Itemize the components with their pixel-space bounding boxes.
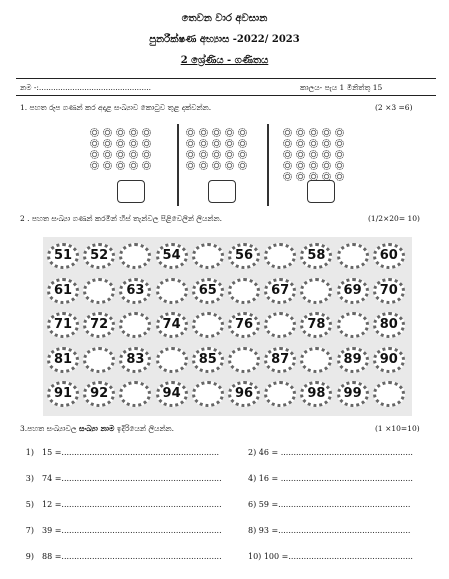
flower-icon bbox=[142, 161, 151, 170]
flower-icon bbox=[225, 150, 234, 159]
dot-group-3 bbox=[283, 128, 383, 181]
answer-line-right[interactable]: 4) 16 = .................................................... bbox=[248, 474, 413, 483]
answer-line-left[interactable]: 5) 12 =............................................................... bbox=[25, 500, 222, 509]
number-cell: 96 bbox=[228, 381, 260, 407]
number-cell: 92 bbox=[83, 381, 115, 407]
flower-icon bbox=[283, 128, 292, 137]
number-chart bbox=[43, 237, 412, 416]
flower-icon bbox=[103, 150, 112, 159]
flower-icon bbox=[116, 128, 125, 137]
flower-icon bbox=[90, 150, 99, 159]
answer-box-2[interactable] bbox=[208, 180, 236, 203]
number-cell: 60 bbox=[373, 243, 405, 269]
number-cell: 81 bbox=[47, 347, 79, 373]
number-cell: 74 bbox=[156, 312, 188, 338]
number-row bbox=[47, 347, 408, 375]
number-cell: 65 bbox=[192, 278, 224, 304]
flower-icon bbox=[335, 161, 344, 170]
name-field[interactable]: නම -:............................................... bbox=[20, 83, 151, 92]
flower-icon bbox=[322, 150, 331, 159]
blank-cell[interactable] bbox=[228, 278, 260, 304]
flower-icon bbox=[283, 150, 292, 159]
blank-cell[interactable] bbox=[264, 243, 296, 269]
blank-cell[interactable] bbox=[300, 347, 332, 373]
divider-top bbox=[16, 78, 436, 79]
number-cell: 87 bbox=[264, 347, 296, 373]
blank-cell[interactable] bbox=[264, 381, 296, 407]
number-cell: 52 bbox=[83, 243, 115, 269]
flower-icon bbox=[238, 161, 247, 170]
number-cell: 89 bbox=[337, 347, 369, 373]
grade-subject: 2 ශ්‍රේණිය - ගණිතය bbox=[180, 55, 269, 66]
number-cell: 58 bbox=[300, 243, 332, 269]
flower-icon bbox=[129, 161, 138, 170]
blank-cell[interactable] bbox=[373, 381, 405, 407]
answer-line-right[interactable]: 8) 93 =.................................................... bbox=[248, 526, 411, 535]
flower-icon bbox=[238, 150, 247, 159]
flower-icon bbox=[212, 128, 221, 137]
flower-icon bbox=[296, 172, 305, 181]
dot-group-1 bbox=[90, 128, 190, 170]
flower-icon bbox=[296, 150, 305, 159]
blank-cell[interactable] bbox=[156, 278, 188, 304]
flower-icon bbox=[225, 139, 234, 148]
answer-line-right[interactable]: 2) 46 = .................................................... bbox=[248, 448, 413, 457]
answer-box-1[interactable] bbox=[117, 180, 145, 203]
blank-cell[interactable] bbox=[156, 347, 188, 373]
flower-icon bbox=[186, 150, 195, 159]
question-1-marks: (2 ×3 =6) bbox=[375, 103, 413, 112]
exam-subtitle: පුනරීක්ෂණ අභ්‍යාස -2022/ 2023 bbox=[149, 34, 300, 45]
number-cell: 61 bbox=[47, 278, 79, 304]
flower-icon bbox=[90, 139, 99, 148]
flower-icon bbox=[322, 161, 331, 170]
flower-icon bbox=[186, 139, 195, 148]
number-cell: 83 bbox=[119, 347, 151, 373]
number-cell: 99 bbox=[337, 381, 369, 407]
number-cell: 72 bbox=[83, 312, 115, 338]
blank-cell[interactable] bbox=[192, 312, 224, 338]
number-cell: 78 bbox=[300, 312, 332, 338]
number-cell: 91 bbox=[47, 381, 79, 407]
blank-cell[interactable] bbox=[119, 312, 151, 338]
flower-icon bbox=[116, 139, 125, 148]
flower-icon bbox=[103, 128, 112, 137]
flower-icon bbox=[212, 139, 221, 148]
blank-cell[interactable] bbox=[228, 347, 260, 373]
flower-icon bbox=[199, 150, 208, 159]
flower-icon bbox=[322, 128, 331, 137]
question-3-text: 3.පහත සංඛ්‍යාවල සංඛ්‍යා නාම ඉදිරියෙන් ලියන්න. bbox=[20, 424, 175, 433]
number-cell: 71 bbox=[47, 312, 79, 338]
flower-icon bbox=[322, 139, 331, 148]
blank-cell[interactable] bbox=[192, 243, 224, 269]
number-cell: 90 bbox=[373, 347, 405, 373]
flower-icon bbox=[238, 139, 247, 148]
number-row bbox=[47, 278, 408, 306]
flower-icon bbox=[90, 128, 99, 137]
flower-icon bbox=[142, 139, 151, 148]
flower-icon bbox=[142, 128, 151, 137]
flower-icon bbox=[335, 128, 344, 137]
answer-line-left[interactable]: 1) 15 =.............................................................. bbox=[25, 448, 220, 457]
flower-icon bbox=[335, 172, 344, 181]
number-cell: 98 bbox=[300, 381, 332, 407]
number-cell: 80 bbox=[373, 312, 405, 338]
flower-icon bbox=[129, 139, 138, 148]
flower-icon bbox=[199, 161, 208, 170]
flower-icon bbox=[212, 161, 221, 170]
answer-box-3[interactable] bbox=[307, 180, 335, 203]
flower-icon bbox=[283, 139, 292, 148]
number-cell: 69 bbox=[337, 278, 369, 304]
number-cell: 70 bbox=[373, 278, 405, 304]
number-cell: 67 bbox=[264, 278, 296, 304]
flower-icon bbox=[90, 161, 99, 170]
question-3-marks: (1 ×10=10) bbox=[375, 424, 420, 433]
flower-icon bbox=[335, 139, 344, 148]
flower-icon bbox=[186, 161, 195, 170]
number-cell: 85 bbox=[192, 347, 224, 373]
answer-line-left[interactable]: 3) 74 =............................................................... bbox=[25, 474, 222, 483]
number-row bbox=[47, 312, 408, 340]
blank-cell[interactable] bbox=[192, 381, 224, 407]
flower-icon bbox=[129, 128, 138, 137]
flower-icon bbox=[103, 161, 112, 170]
flower-icon bbox=[309, 128, 318, 137]
question-2-marks: (1/2×20= 10) bbox=[368, 214, 420, 223]
flower-icon bbox=[283, 161, 292, 170]
flower-icon bbox=[238, 128, 247, 137]
blank-cell[interactable] bbox=[119, 243, 151, 269]
blank-cell[interactable] bbox=[264, 312, 296, 338]
blank-cell[interactable] bbox=[83, 347, 115, 373]
flower-icon bbox=[225, 161, 234, 170]
number-cell: 63 bbox=[119, 278, 151, 304]
question-1-text: 1. පහත රූප ගණන් කර අදාළ සංඛ්‍යාව කොටුව තුළ දක්වන්න. bbox=[20, 103, 212, 112]
answer-line-right[interactable]: 10) 100 =................................................. bbox=[248, 552, 413, 561]
blank-cell[interactable] bbox=[337, 312, 369, 338]
flower-icon bbox=[283, 172, 292, 181]
separator-2 bbox=[267, 124, 269, 206]
dot-group-2 bbox=[186, 128, 286, 170]
divider-bottom bbox=[16, 95, 436, 96]
flower-icon bbox=[103, 139, 112, 148]
answer-line-left[interactable]: 9) 88 =............................................................... bbox=[25, 552, 222, 561]
flower-icon bbox=[186, 128, 195, 137]
blank-cell[interactable] bbox=[300, 278, 332, 304]
flower-icon bbox=[129, 150, 138, 159]
flower-icon bbox=[335, 150, 344, 159]
blank-cell[interactable] bbox=[337, 243, 369, 269]
blank-cell[interactable] bbox=[119, 381, 151, 407]
flower-icon bbox=[212, 150, 221, 159]
flower-icon bbox=[296, 128, 305, 137]
flower-icon bbox=[116, 161, 125, 170]
number-cell: 51 bbox=[47, 243, 79, 269]
answer-line-left[interactable]: 7) 39 =............................................................... bbox=[25, 526, 222, 535]
blank-cell[interactable] bbox=[83, 278, 115, 304]
flower-icon bbox=[199, 128, 208, 137]
time-allowed: කාලය- පැය 1 මිනිත්තු 15 bbox=[300, 83, 383, 92]
flower-icon bbox=[296, 161, 305, 170]
number-row bbox=[47, 243, 408, 271]
flower-icon bbox=[142, 150, 151, 159]
answer-line-right[interactable]: 6) 59 =.................................................... bbox=[248, 500, 411, 509]
number-row bbox=[47, 381, 408, 409]
number-cell: 56 bbox=[228, 243, 260, 269]
number-cell: 94 bbox=[156, 381, 188, 407]
question-2-text: 2 . පහත සංඛ්‍යා ගණන් කරමින් හිස් තැන්වල පිළිවෙලින් ලියන්න. bbox=[20, 214, 222, 223]
flower-icon bbox=[225, 128, 234, 137]
number-cell: 54 bbox=[156, 243, 188, 269]
flower-icon bbox=[309, 150, 318, 159]
separator-1 bbox=[177, 124, 179, 206]
flower-icon bbox=[296, 139, 305, 148]
flower-icon bbox=[309, 139, 318, 148]
flower-icon bbox=[116, 150, 125, 159]
exam-title: තෙවන වාර අවසාන bbox=[181, 13, 268, 24]
flower-icon bbox=[309, 161, 318, 170]
flower-icon bbox=[199, 139, 208, 148]
number-cell: 76 bbox=[228, 312, 260, 338]
